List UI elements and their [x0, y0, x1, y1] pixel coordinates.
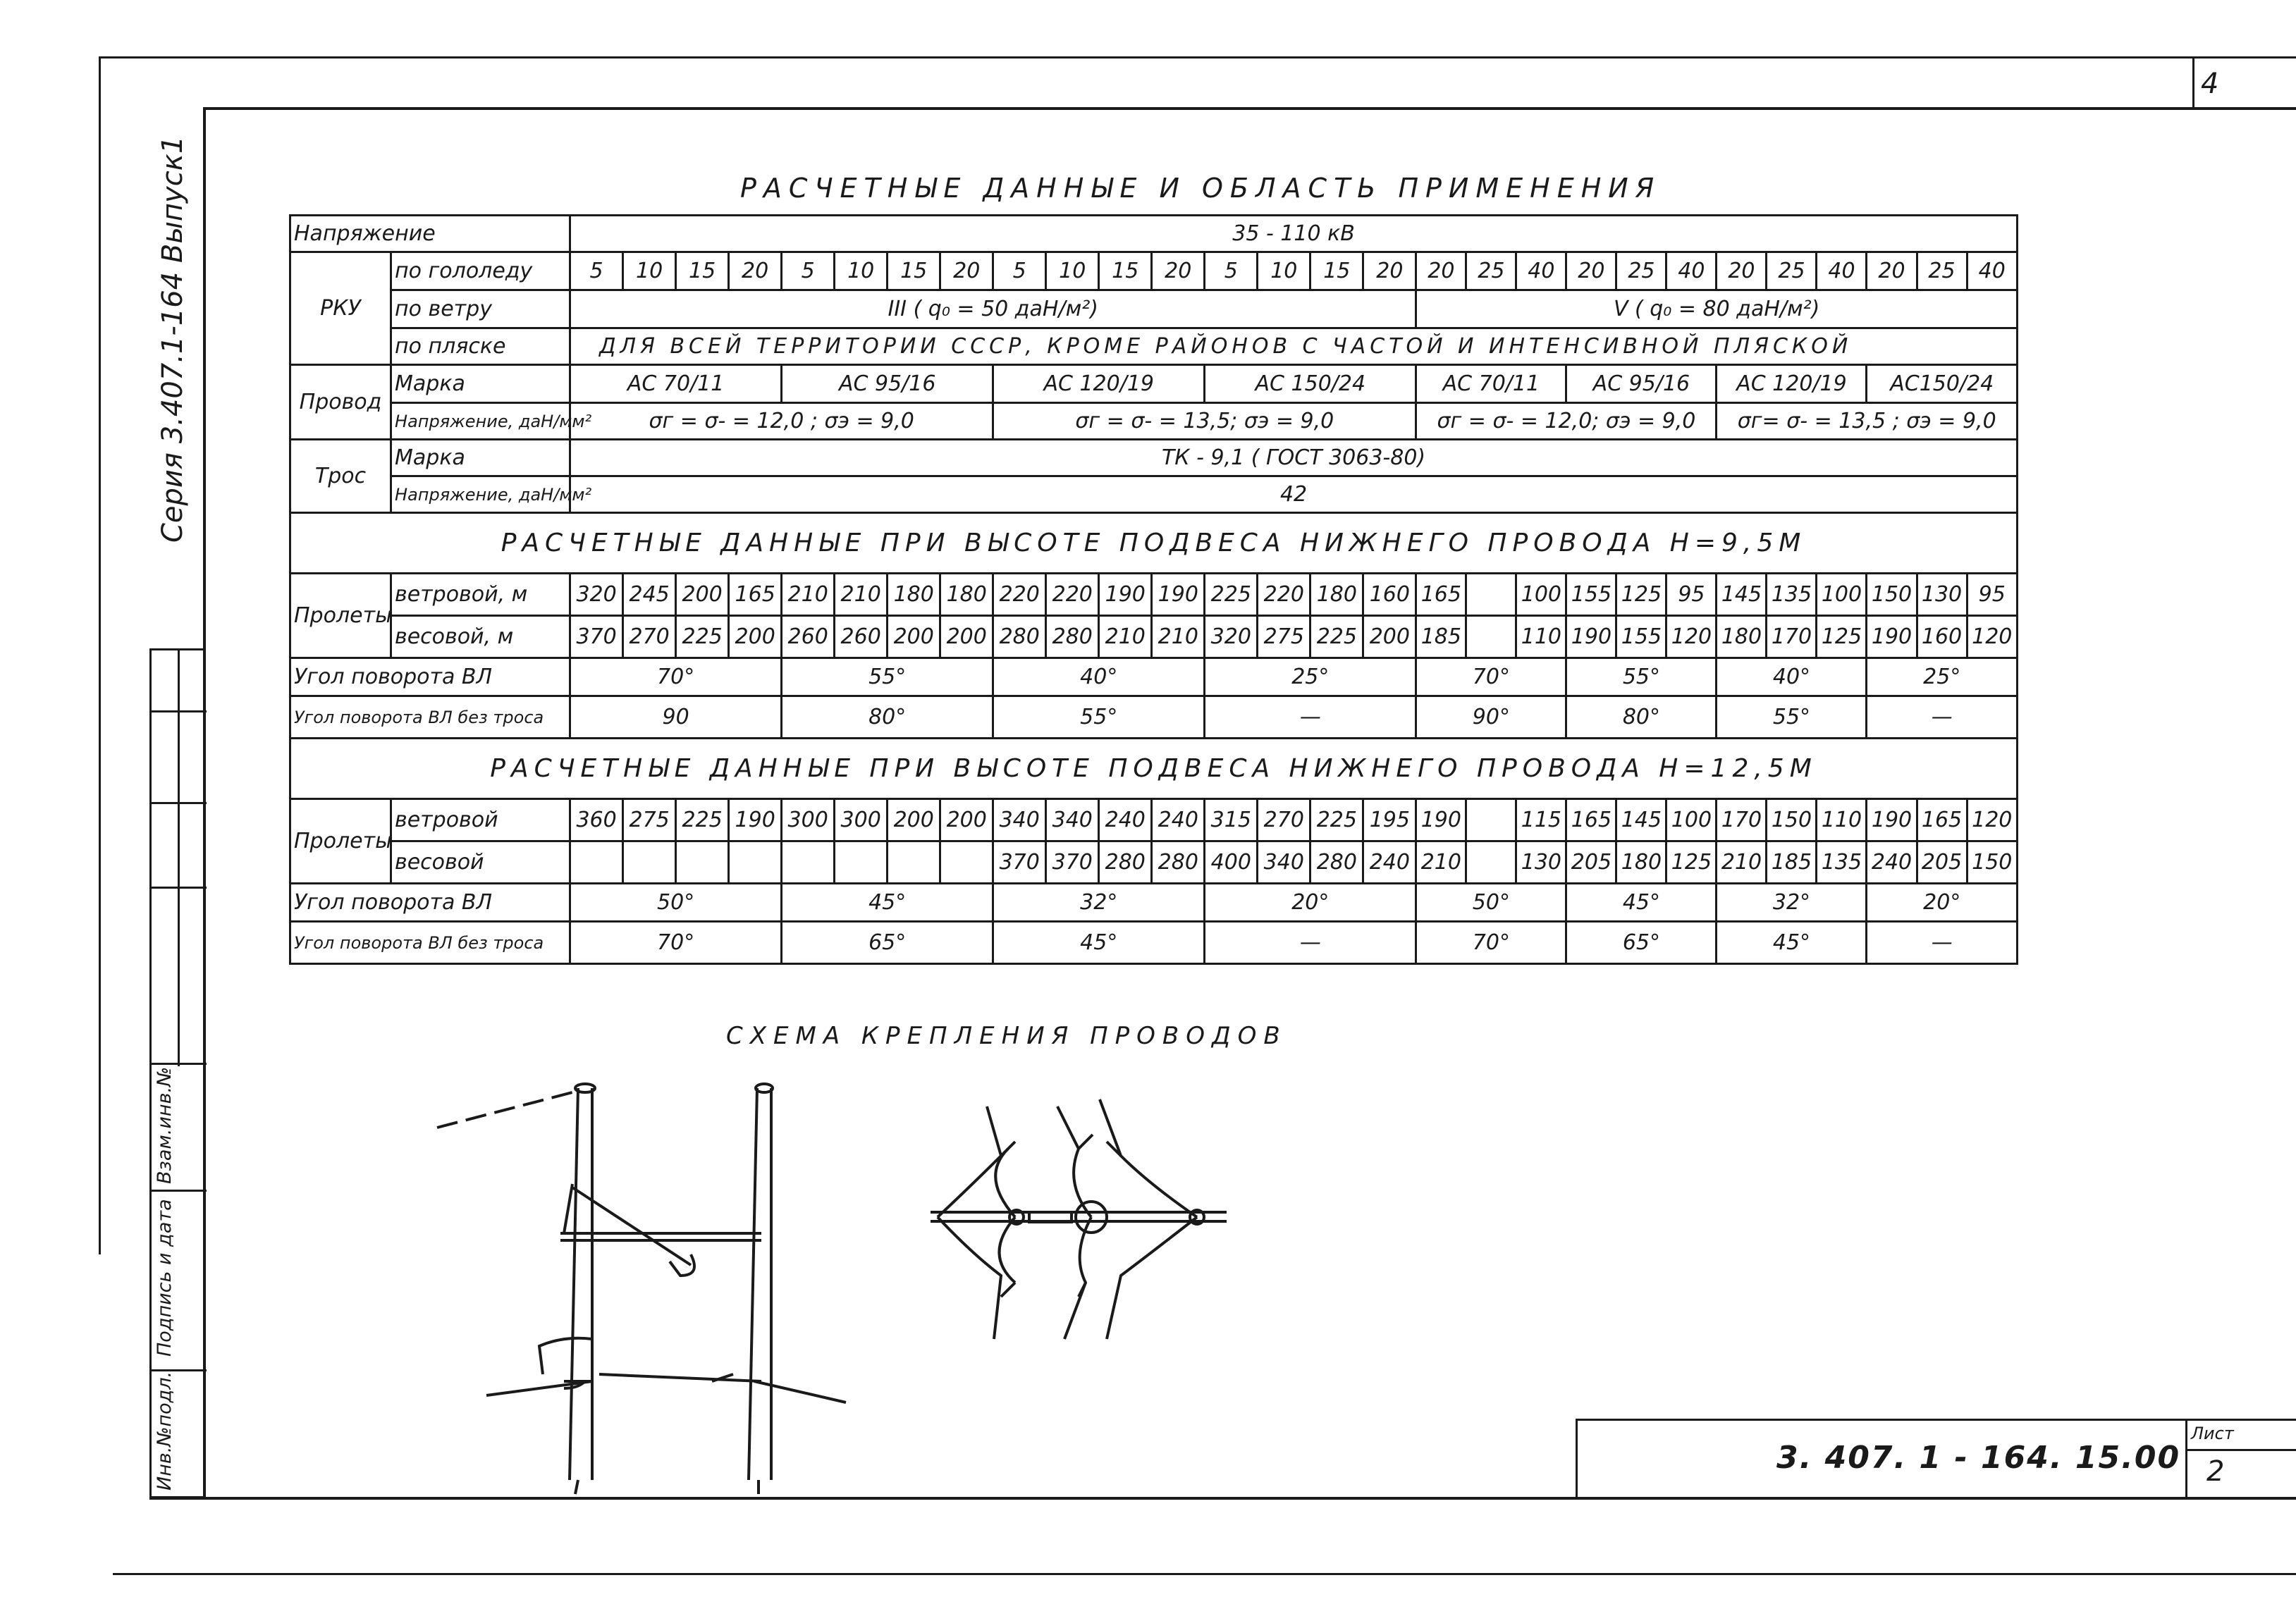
- weight-span-value: [676, 841, 729, 884]
- wind-span-value: 130: [1917, 574, 1967, 616]
- angle-value: 55°: [1566, 658, 1717, 696]
- page-corner-number: 4: [2201, 68, 2219, 100]
- ice-label: по гололеду: [391, 252, 570, 290]
- table-row: [290, 696, 2018, 739]
- ice-value: 15: [888, 252, 940, 290]
- weight-span-value: 320: [1205, 616, 1258, 658]
- weight-span-value: 125: [1666, 841, 1717, 884]
- wind-span-value: 190: [729, 799, 782, 841]
- stamp-inv-podl: Инв.№подл.: [154, 1371, 176, 1491]
- angle-label: Угол поворота ВЛ: [290, 658, 570, 696]
- weight-span-value: 200: [888, 616, 940, 658]
- weight-span-value: 135: [1817, 841, 1867, 884]
- angle-value: 50°: [1416, 884, 1566, 922]
- wind-span-value: 240: [1099, 799, 1152, 841]
- angle-no-cable-value: 55°: [993, 696, 1205, 739]
- angle-no-cable-value: 65°: [1566, 922, 1717, 964]
- angle-value: 32°: [993, 884, 1205, 922]
- ice-value: 5: [993, 252, 1046, 290]
- wind-span-value: 150: [1867, 574, 1917, 616]
- weight-span-value: 270: [623, 616, 676, 658]
- wire-stress: σг = σ- = 13,5; σэ = 9,0: [993, 403, 1416, 440]
- rku-label: РКУ: [290, 252, 391, 365]
- ice-value: 10: [1046, 252, 1099, 290]
- weight-span-value: 130: [1516, 841, 1566, 884]
- cable-stress: 42: [570, 476, 2018, 513]
- ice-value: 25: [1466, 252, 1516, 290]
- galloping-value: ДЛЯ ВСЕЙ ТЕРРИТОРИИ СССР, КРОМЕ РАЙОНОВ С ЧАСТОЙ И ИНТЕНСИВНОЙ ПЛЯСКОЙ: [570, 328, 2018, 365]
- angle-value: 25°: [1867, 658, 2018, 696]
- wind-span-value: 135: [1767, 574, 1817, 616]
- wire-grade: АС150/24: [1867, 365, 2018, 403]
- inner-frame-top: [204, 107, 2296, 110]
- wire-grade-label: Марка: [391, 365, 570, 403]
- weight-span-label: весовой, м: [391, 616, 570, 658]
- wind-span-value: 100: [1817, 574, 1867, 616]
- wind-span-value: 225: [1205, 574, 1258, 616]
- sheet-label: Лист: [2191, 1424, 2234, 1443]
- angle-no-cable-value: 45°: [1717, 922, 1867, 964]
- wind-span-label: ветровой, м: [391, 574, 570, 616]
- table-row: [290, 440, 2018, 476]
- wind-span-value: 340: [993, 799, 1046, 841]
- weight-span-value: 190: [1566, 616, 1616, 658]
- ice-value: 25: [1917, 252, 1967, 290]
- table-row: [290, 574, 2018, 616]
- weight-span-value: 280: [1152, 841, 1205, 884]
- ice-value: 20: [1867, 252, 1917, 290]
- weight-span-value: 280: [1310, 841, 1363, 884]
- wind-span-value: 200: [888, 799, 940, 841]
- weight-span-value: 210: [1099, 616, 1152, 658]
- weight-span-value: 180: [1717, 616, 1767, 658]
- pole-fastening-drawing: [423, 1071, 860, 1494]
- angle-value: 20°: [1867, 884, 2018, 922]
- wind-span-value: 145: [1717, 574, 1767, 616]
- wind-span-value: 100: [1666, 799, 1717, 841]
- cable-grade-label: Марка: [391, 440, 570, 476]
- weight-span-value: 210: [1717, 841, 1767, 884]
- wind-span-value: 200: [676, 574, 729, 616]
- wind-span-value: 190: [1867, 799, 1917, 841]
- angle-value: 70°: [570, 658, 782, 696]
- weight-span-value: 370: [570, 616, 623, 658]
- weight-span-value: 180: [1616, 841, 1666, 884]
- wind-span-value: 95: [1666, 574, 1717, 616]
- weight-span-value: 120: [1967, 616, 2017, 658]
- weight-span-value: 260: [782, 616, 835, 658]
- weight-span-label: весовой: [391, 841, 570, 884]
- table-row: [290, 658, 2018, 696]
- angle-no-cable-value: —: [1867, 696, 2018, 739]
- wind-span-value: 220: [993, 574, 1046, 616]
- wire-grade: АС 70/11: [570, 365, 782, 403]
- ice-value: 25: [1767, 252, 1817, 290]
- ice-value: 20: [1717, 252, 1767, 290]
- angle-value: 20°: [1205, 884, 1416, 922]
- document-code: 3. 407. 1 - 164. 15.00: [1776, 1440, 2181, 1476]
- spans-label: Пролеты: [290, 799, 391, 884]
- ice-value: 20: [1566, 252, 1616, 290]
- wind-span-label: ветровой: [391, 799, 570, 841]
- ice-value: 20: [1363, 252, 1416, 290]
- weight-span-value: 155: [1616, 616, 1666, 658]
- design-data-table: [289, 214, 2018, 965]
- weight-span-value: [888, 841, 940, 884]
- wind-region-3: III ( q₀ = 50 даН/м²): [570, 290, 1416, 328]
- cable-grade: ТК - 9,1 ( ГОСТ 3063-80): [570, 440, 2018, 476]
- weight-span-value: 120: [1666, 616, 1717, 658]
- weight-span-value: [782, 841, 835, 884]
- wire-grade: АС 95/16: [1566, 365, 1717, 403]
- weight-span-value: 185: [1767, 841, 1817, 884]
- angle-no-cable-value: 90°: [1416, 696, 1566, 739]
- weight-span-value: 200: [729, 616, 782, 658]
- wind-span-value: 100: [1516, 574, 1566, 616]
- table-row: [290, 739, 2018, 799]
- wind-span-value: 165: [729, 574, 782, 616]
- table-row: [290, 616, 2018, 658]
- voltage-value: 35 - 110 кВ: [570, 216, 2018, 252]
- weight-span-value: 240: [1867, 841, 1917, 884]
- wind-span-value: 180: [940, 574, 993, 616]
- wind-span-value: 240: [1152, 799, 1205, 841]
- insulator-plan-drawing: [916, 1085, 1241, 1353]
- ice-value: 20: [1416, 252, 1466, 290]
- weight-span-value: 190: [1867, 616, 1917, 658]
- weight-span-value: 185: [1416, 616, 1466, 658]
- title-block-top: [1576, 1419, 2296, 1421]
- ice-value: 10: [623, 252, 676, 290]
- angle-value: 45°: [782, 884, 993, 922]
- table-row: [290, 884, 2018, 922]
- angle-no-cable-label: Угол поворота ВЛ без троса: [290, 922, 570, 964]
- wind-span-value: 165: [1416, 574, 1466, 616]
- wind-span-value: 320: [570, 574, 623, 616]
- weight-span-value: 370: [1046, 841, 1099, 884]
- sheet-number: 2: [2206, 1455, 2225, 1488]
- weight-span-value: 205: [1566, 841, 1616, 884]
- weight-span-value: 370: [993, 841, 1046, 884]
- wind-span-value: 220: [1258, 574, 1310, 616]
- angle-value: 40°: [1717, 658, 1867, 696]
- angle-no-cable-value: 90: [570, 696, 782, 739]
- angle-value: 32°: [1717, 884, 1867, 922]
- wind-span-value: 300: [782, 799, 835, 841]
- wind-span-value: 190: [1152, 574, 1205, 616]
- wind-span-value: 220: [1046, 574, 1099, 616]
- scheme-title: СХЕМА КРЕПЛЕНИЯ ПРОВОДОВ: [726, 1022, 1287, 1050]
- weight-span-value: 225: [1310, 616, 1363, 658]
- section-title-2: РАСЧЕТНЫЕ ДАННЫЕ ПРИ ВЫСОТЕ ПОДВЕСА НИЖНЕГО ПРОВОДА H=12,5М: [290, 739, 2018, 799]
- title-block-sheet-divider: [2185, 1449, 2296, 1451]
- angle-no-cable-value: 80°: [1566, 696, 1717, 739]
- table-row: [290, 476, 2018, 513]
- wind-span-value: 180: [1310, 574, 1363, 616]
- section-title-1: РАСЧЕТНЫЕ ДАННЫЕ ПРИ ВЫСОТЕ ПОДВЕСА НИЖНЕГО ПРОВОДА H=9,5М: [290, 513, 2018, 574]
- angle-value: 70°: [1416, 658, 1566, 696]
- wind-span-value: 150: [1767, 799, 1817, 841]
- inner-frame-bottom: [149, 1497, 2296, 1500]
- wire-stress-label: Напряжение, даН/мм²: [391, 403, 570, 440]
- wind-span-value: 200: [940, 799, 993, 841]
- angle-value: 40°: [993, 658, 1205, 696]
- wind-span-value: 115: [1516, 799, 1566, 841]
- ice-value: 15: [676, 252, 729, 290]
- ice-value: 5: [1205, 252, 1258, 290]
- wind-span-value: 180: [888, 574, 940, 616]
- ice-value: 40: [1516, 252, 1566, 290]
- outer-frame-top: [99, 56, 2296, 58]
- wind-span-value: 170: [1717, 799, 1767, 841]
- weight-span-value: [1466, 841, 1516, 884]
- angle-no-cable-label: Угол поворота ВЛ без троса: [290, 696, 570, 739]
- wire-grade: АС 150/24: [1205, 365, 1416, 403]
- wire-stress: σг= σ- = 13,5 ; σэ = 9,0: [1717, 403, 2018, 440]
- table-row: [290, 841, 2018, 884]
- angle-no-cable-value: 70°: [570, 922, 782, 964]
- wind-region-5: V ( q₀ = 80 даН/м²): [1416, 290, 2018, 328]
- wire-grade: АС 120/19: [1717, 365, 1867, 403]
- weight-span-value: 160: [1917, 616, 1967, 658]
- weight-span-value: [729, 841, 782, 884]
- table-row: [290, 365, 2018, 403]
- angle-value: 25°: [1205, 658, 1416, 696]
- weight-span-value: 205: [1917, 841, 1967, 884]
- angle-value: 50°: [570, 884, 782, 922]
- main-title: РАСЧЕТНЫЕ ДАННЫЕ И ОБЛАСТЬ ПРИМЕНЕНИЯ: [740, 173, 1662, 204]
- weight-span-value: [1466, 616, 1516, 658]
- weight-span-value: 280: [1046, 616, 1099, 658]
- table-row: [290, 403, 2018, 440]
- weight-span-value: [623, 841, 676, 884]
- weight-span-value: 280: [1099, 841, 1152, 884]
- outer-frame-bottom: [113, 1573, 2296, 1575]
- ice-value: 40: [1967, 252, 2017, 290]
- wind-span-value: 225: [676, 799, 729, 841]
- weight-span-value: 200: [1363, 616, 1416, 658]
- weight-span-value: 150: [1967, 841, 2017, 884]
- series-label: Серия 3.407.1-164 Выпуск1: [156, 135, 189, 543]
- angle-no-cable-value: —: [1867, 922, 2018, 964]
- wind-span-value: 210: [835, 574, 888, 616]
- voltage-label: Напряжение: [290, 216, 570, 252]
- wind-span-value: 315: [1205, 799, 1258, 841]
- wind-span-value: 300: [835, 799, 888, 841]
- weight-span-value: 400: [1205, 841, 1258, 884]
- wind-span-value: 155: [1566, 574, 1616, 616]
- weight-span-value: 170: [1767, 616, 1817, 658]
- spans-label: Пролеты: [290, 574, 391, 658]
- table-row: [290, 513, 2018, 574]
- ice-value: 40: [1817, 252, 1867, 290]
- wind-span-value: 110: [1817, 799, 1867, 841]
- wire-grade: АС 120/19: [993, 365, 1205, 403]
- weight-span-value: 260: [835, 616, 888, 658]
- angle-no-cable-value: 80°: [782, 696, 993, 739]
- weight-span-value: [835, 841, 888, 884]
- wire-grade: АС 95/16: [782, 365, 993, 403]
- weight-span-value: 110: [1516, 616, 1566, 658]
- ice-value: 15: [1099, 252, 1152, 290]
- wire-grade: АС 70/11: [1416, 365, 1566, 403]
- ice-value: 10: [835, 252, 888, 290]
- angle-no-cable-value: 65°: [782, 922, 993, 964]
- wind-span-value: 165: [1917, 799, 1967, 841]
- galloping-label: по пляске: [391, 328, 570, 365]
- ice-value: 10: [1258, 252, 1310, 290]
- weight-span-value: 210: [1416, 841, 1466, 884]
- wind-span-value: 225: [1310, 799, 1363, 841]
- ice-value: 25: [1616, 252, 1666, 290]
- wind-span-value: 160: [1363, 574, 1416, 616]
- wind-span-value: 270: [1258, 799, 1310, 841]
- wind-span-value: 190: [1416, 799, 1466, 841]
- angle-no-cable-value: 55°: [1717, 696, 1867, 739]
- title-block-divider: [2185, 1419, 2187, 1498]
- wind-label: по ветру: [391, 290, 570, 328]
- weight-span-value: 340: [1258, 841, 1310, 884]
- weight-span-value: 200: [940, 616, 993, 658]
- outer-frame-left: [99, 56, 101, 1254]
- stamp-podpis-data: Подпись и дата: [154, 1199, 176, 1357]
- wind-span-value: 210: [782, 574, 835, 616]
- weight-span-value: [940, 841, 993, 884]
- cable-stress-label: Напряжение, даН/мм²: [391, 476, 570, 513]
- table-row: [290, 922, 2018, 964]
- wind-span-value: 145: [1616, 799, 1666, 841]
- table-row: [290, 216, 2018, 252]
- title-block-left: [1576, 1419, 1578, 1498]
- wind-span-value: 245: [623, 574, 676, 616]
- weight-span-value: 240: [1363, 841, 1416, 884]
- ice-value: 20: [940, 252, 993, 290]
- weight-span-value: [570, 841, 623, 884]
- stamp-vzam-inv: Взам.инв.№: [154, 1066, 176, 1184]
- corner-box-left: [2192, 56, 2194, 109]
- angle-value: 55°: [782, 658, 993, 696]
- angle-no-cable-value: 70°: [1416, 922, 1566, 964]
- weight-span-value: 275: [1258, 616, 1310, 658]
- wind-span-value: 120: [1967, 799, 2017, 841]
- ice-value: 40: [1666, 252, 1717, 290]
- ice-value: 5: [782, 252, 835, 290]
- cable-label: Трос: [290, 440, 391, 513]
- wind-span-value: 190: [1099, 574, 1152, 616]
- ice-value: 20: [729, 252, 782, 290]
- wind-span-value: 275: [623, 799, 676, 841]
- angle-no-cable-value: 45°: [993, 922, 1205, 964]
- wind-span-value: 340: [1046, 799, 1099, 841]
- wind-span-value: 165: [1566, 799, 1616, 841]
- weight-span-value: 210: [1152, 616, 1205, 658]
- ice-value: 15: [1310, 252, 1363, 290]
- wind-span-value: [1466, 574, 1516, 616]
- wire-label: Провод: [290, 365, 391, 440]
- wire-stress: σг = σ- = 12,0 ; σэ = 9,0: [570, 403, 993, 440]
- wind-span-value: 95: [1967, 574, 2017, 616]
- wire-stress: σг = σ- = 12,0; σэ = 9,0: [1416, 403, 1717, 440]
- weight-span-value: 225: [676, 616, 729, 658]
- weight-span-value: 125: [1817, 616, 1867, 658]
- ice-value: 5: [570, 252, 623, 290]
- wind-span-value: [1466, 799, 1516, 841]
- table-row: [290, 252, 2018, 290]
- angle-label: Угол поворота ВЛ: [290, 884, 570, 922]
- angle-no-cable-value: —: [1205, 696, 1416, 739]
- weight-span-value: 280: [993, 616, 1046, 658]
- angle-no-cable-value: —: [1205, 922, 1416, 964]
- wind-span-value: 195: [1363, 799, 1416, 841]
- table-row: [290, 290, 2018, 328]
- ice-value: 20: [1152, 252, 1205, 290]
- angle-value: 45°: [1566, 884, 1717, 922]
- table-row: [290, 799, 2018, 841]
- table-row: [290, 328, 2018, 365]
- wind-span-value: 125: [1616, 574, 1666, 616]
- wind-span-value: 360: [570, 799, 623, 841]
